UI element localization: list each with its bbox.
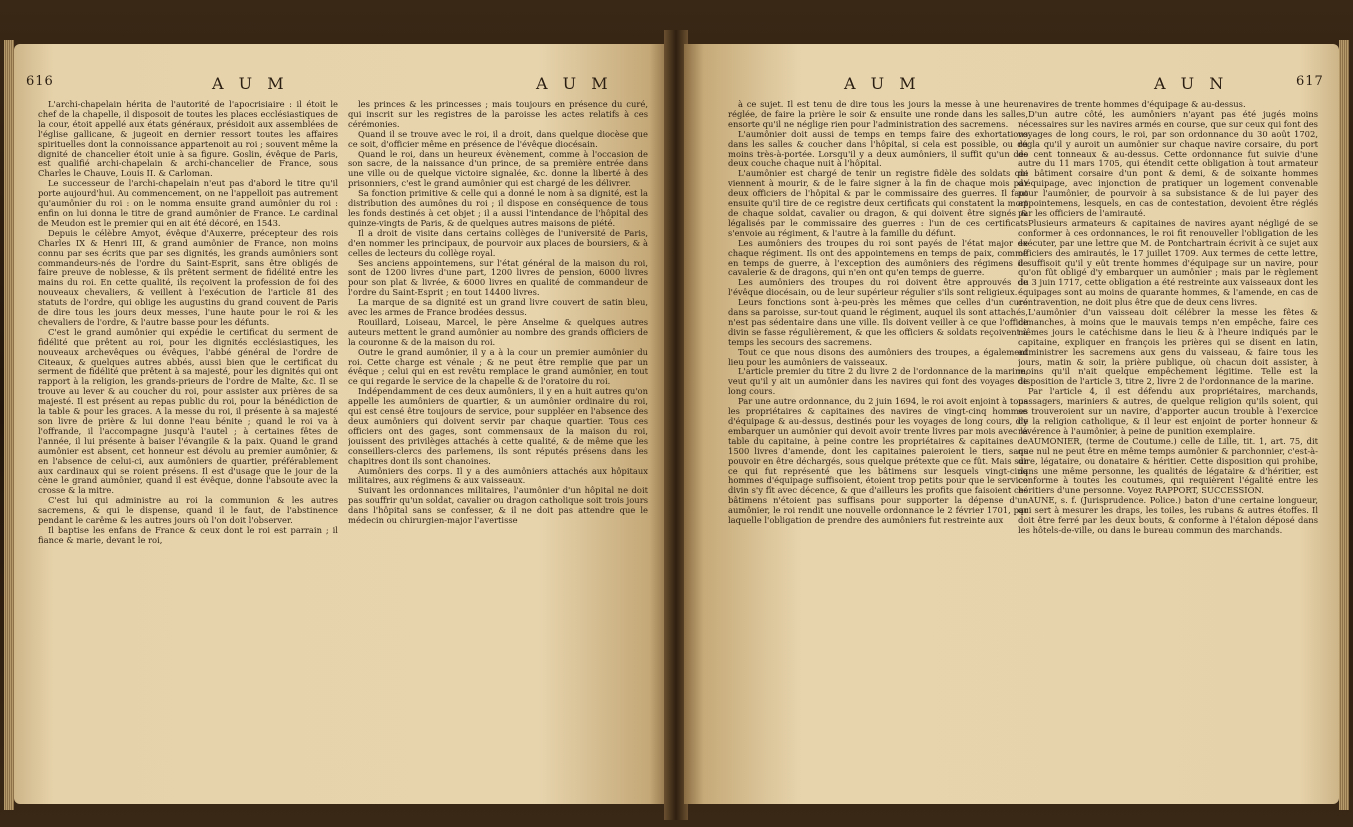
left-page-header xyxy=(14,74,669,94)
paragraph: Il baptise les enfans de France & ceux dont le roi est parrain ; il fiance & marie, devant le roi, xyxy=(38,524,338,545)
left-page-edges xyxy=(4,40,14,810)
paragraph: L'aumônier doit aussi de temps en temps faire des exhortations dans les salles & coucher dans l'hôpital, si cela est possible, ou du moins très-à-portée. Lorsqu'il y a deux aumôniers, il suffit qu'un des deux couche chaque nuit à l'hôpital. xyxy=(728,128,1028,169)
paragraph: Par une autre ordonnance, du 2 juin 1694, le roi avoit enjoint à tous les propriétaires & capitaines des navires de vingt-cinq hommes d'équipage & au-dessus, destinés pour les voyages de long cours, d'y embarquer un aumônier qui devoit avoir trente livres par mois avec la table du capitaine, à peine contre les propriétaires & capitaines de 1500 livres d'amende, dont les capitaines paieroient le tiers, sans pouvoir en être déchargés, sous quelque prétexte que ce fût. Mais sur ce qui fut représenté que les bâtimens sur lesquels vingt-cinq hommes d'équipage suffisoient, étoient trop petits pour que le service divin s'y fît avec décence, & que d'ailleurs les profits que faisoient ces bâtimens n'étoient pas suffisans pour supporter la dépense d'un aumônier, le roi rendit une nouvelle ordonnance le 2 février 1701, par laquelle l'obligation de prendre des aumôniers fut restreinte aux xyxy=(728,396,1028,526)
paragraph: les princes & les princesses ; mais toujours en présence du curé, qui inscrit sur les registres de la paroisse les actes relatifs à ces cérémonies. xyxy=(348,100,648,129)
right-page-column-1 xyxy=(728,100,1028,790)
paragraph: L'archi-chapelain hérita de l'autorité de l'apocrisiaire : il étoit le chef de la chapelle, il disposoit de toutes les places ecclésiastiques de la cour, étoit appellé aux états généraux, présidoit aux assemblées de l'église gallicane, & jugeoit en dernier ressort toutes les affaires spirituelles dont la connoissance appartenoit au roi ; souvent même la dignité de chancelier étoit unie à sa figure. Goslin, évêque de Paris, est qualifié archi-chapelain & archi-chancelier de France, sous Charles le Chauve, Louis II. & Carloman. xyxy=(38,100,338,179)
paragraph: Depuis le célèbre Amyot, évêque d'Auxerre, précepteur des rois Charles IX & Henri III, & grand aumônier de France, non moins connu par ses écrits que par ses dignités, les grands aumôniers sont commandeurs-nés de l'ordre du Saint-Esprit, sans être obligés de faire preuve de noblesse, & ils prêtent serment de fidélité entre les mains du roi. En cette qualité, ils reçoivent la profession de foi des nouveaux chevaliers, & veillent à l'exécution de l'article 81 des statuts de l'ordre, qui oblige les augustins du grand couvent de Paris de dire tous les jours deux messes, l'une haute pour le roi & les chevaliers de l'ordre, & l'autre basse pour les défunts. xyxy=(38,227,338,327)
paragraph: L'article premier du titre 2 du livre 2 de l'ordonnance de la marine, veut qu'il y ait un aumônier dans les navires qui font des voyages de long cours. xyxy=(728,366,1028,397)
paragraph: Tout ce que nous disons des aumôniers des troupes, a également lieu pour les aumôniers de vaisseaux. xyxy=(728,346,1028,367)
page-number: 617 xyxy=(1296,74,1324,89)
paragraph: navires de trente hommes d'équipage & au-dessus. xyxy=(1028,100,1246,109)
page-number: 616 xyxy=(26,74,54,89)
paragraph: AUNE, s. f. (Jurisprudence. Police.) baton d'une certaine longueur, qui sert à mesurer les draps, les toiles, les rubans & autres étoffes. Il doit être ferré par les deux bouts, & conforme à l'étalon déposé dans les hôtels-de-ville, ou dans le bureau commun des marchands. xyxy=(1018,495,1318,535)
running-head: A U M xyxy=(536,74,613,93)
paragraph: Suivant les ordonnances militaires, l'aumônier d'un hôpital ne doit pas souffrir qu'un soldat, cavalier ou dragon catholique soit trois jours dans l'hôpital sans se confesser, & il ne doit pas attendre que le médecin ou chirurgien-major l'avertisse xyxy=(348,485,648,526)
running-head: A U M xyxy=(212,74,289,93)
right-page-edges xyxy=(1339,40,1349,810)
right-page-header xyxy=(684,74,1339,94)
paragraph: Aumôniers des corps. Il y a des aumôniers attachés aux hôpitaux militaires, aux régimens & aux vaisseaux. xyxy=(348,465,648,486)
paragraph: Indépendamment de ces deux aumôniers, il y en a huit autres qu'on appelle les aumôniers de quartier, & un aumônier ordinaire du roi, qui est censé être toujours de service, pour suppléer en l'absence des deux aumôniers qui doivent servir par chaque quartier. Tous ces officiers ont des gages, sont commensaux de la maison du roi, jouissent des privilèges attachés à cette qualité, & de même que les conseillers-clercs des parlemens, ils sont réputés présens dans les chapitres dont ils sont chanoines. xyxy=(348,386,648,466)
paragraph: Quand le roi, dans un heureux évènement, comme à l'occasion de son sacre, de la naissance d'un prince, de sa première entrée dans une ville ou de quelque victoire signalée, &c. donne la liberté à des prisonniers, c'est le grand aumônier qui est chargé de les délivrer. xyxy=(348,148,648,189)
paragraph: Le successeur de l'archi-chapelain n'eut pas d'abord le titre qu'il porte aujourd'hui. Au commencement, on ne l'appelloit pas autrement qu'aumônier du roi : on le nomma ensuite grand aumônier du roi : enfin on lui donna le titre de grand aumônier de France. Le cardinal de Meudon est le premier qui en ait été décoré, en 1543. xyxy=(38,178,338,228)
running-head: A U N xyxy=(1154,74,1229,93)
right-page-column-2 xyxy=(1018,100,1318,790)
paragraph: Il a droit de visite dans certains collèges de l'université de Paris, d'en nommer les principaux, de pourvoir aux places de boursiers, & à celles de lecteurs du collège royal. xyxy=(348,227,648,258)
paragraph: à ce sujet. Il est tenu de dire tous les jours la messe à une heure réglée, de faire la prière le soir & ensuite une ronde dans les salles, ensorte qu'il ne néglige rien pour l'administration des sacremens. xyxy=(728,100,1028,129)
paragraph: C'est lui qui administre au roi la communion & les autres sacremens, & qui le dispense, quand il le faut, de l'abstinence pendant le carême & les autres jours où l'on doit l'observer. xyxy=(38,495,338,526)
paragraph: Par l'article 4, il est défendu aux propriétaires, marchands, passagers, mariniers & autres, de quelque religion qu'ils soient, qui se trouveroient sur un navire, d'apporter aucun trouble à l'exercice de la religion catholique, & il leur est enjoint de porter honneur & révérence à l'aumônier, à peine de punition exemplaire. xyxy=(1018,386,1318,436)
left-page-column-2 xyxy=(348,100,648,790)
paragraph: L'aumônier est chargé de tenir un registre fidèle des soldats qui viennent à mourir, & de le faire signer à la fin de chaque mois par deux officiers de l'hôpital & par le commissaire des guerres. Il faut ensuite qu'il tire de ce registre deux certificats qui constatent la mort de chaque soldat, cavalier ou dragon, & qui doivent être signés & légalisés par le commissaire des guerres : l'un de ces certificats s'envoie au régiment, & l'autre à la famille du défunt. xyxy=(728,168,1028,238)
paragraph: Plusieurs armateurs & capitaines de navires ayant négligé de se conformer à ces ordonnances, le roi fit renouveller l'obligation de les exécuter, par une lettre que M. de Pontchartrain écrivit à ce sujet aux officiers des amirautés, le 17 juillet 1709. Aux termes de cette lettre, il suffisoit qu'il y eût trente hommes d'équipage sur un navire, pour qu'on fût obligé d'y embarquer un aumônier ; mais par le règlement du 3 juin 1717, cette obligation a été restreinte aux vaisseaux dont les équipages sont au moins de quarante hommes, & l'amende, en cas de contravention, ne doit plus être que de deux cens livres. xyxy=(1018,217,1318,308)
paragraph: Rouillard, Loiseau, Marcel, le père Anselme & quelques autres auteurs mettent le grand aumônier au nombre des grands officiers de la couronne & de la maison du roi. xyxy=(348,316,648,347)
paragraph: L'aumônier d'un vaisseau doit célébrer la messe les fêtes & dimanches, à moins que le mauvais temps n'en empêche, faire ces mêmes jours le catéchisme dans le lieu & à l'heure indiqués par le capitaine, expliquer en françois les prières qui se disent en latin, administrer les sacremens aux gens du vaisseau, & faire tous les jours, matin & soir, la prière publique, où chacun doit assister, à moins qu'il n'ait quelque empêchement légitime. Telle est la disposition de l'article 3, titre 2, livre 2 de l'ordonnance de la marine. xyxy=(1018,307,1318,387)
paragraph: Outre le grand aumônier, il y a à la cour un premier aumônier du roi. Cette charge est vénale ; & ne peut être remplie que par un évêque ; celui qui en est revêtu remplace le grand aumônier, en tout ce qui regarde le service de la chapelle & de l'oratoire du roi. xyxy=(348,346,648,387)
paragraph: Sa fonction primitive & celle qui a donné le nom à sa dignité, est la distribution des aumônes du roi ; il dispose en conséquence de tous les fonds destinés à cet objet ; il a aussi l'intendance de l'hôpital des quinze-vingts de Paris, & de quelques autres maisons de piété. xyxy=(348,188,648,228)
paragraph: Leurs fonctions sont à-peu-près les mêmes que celles d'un curé dans sa paroisse, sur-tout quand le régiment, auquel ils sont attachés, n'est pas sédentaire dans une ville. Ils doivent veiller à ce que l'office divin se fasse régulièrement, & que les officiers & soldats reçoivent à temps les secours des sacremens. xyxy=(728,297,1028,347)
paragraph: C'est le grand aumônier qui expédie le certificat du serment de fidélité que prêtent au roi, pour les dignités ecclésiastiques, les nouveaux archevêques ou évêques, l'abbé général de l'ordre de Citeaux, & quelques autres abbés, aussi bien que le certificat du serment de fidélité que prêtent à sa majesté, pour les dignités qui ont rapport à la religion, les grands-prieurs de l'ordre de Malte, &c. Il se trouve au lever & au coucher du roi, pour assister aux prières de sa majesté. Il est présent au repas public du roi, pour la bénédiction de la table & pour les graces. A la messe du roi, il présente à sa majesté son livre de prière & lui donne l'eau bénite ; quand le roi va à l'offrande, il l'accompagne jusqu'à l'autel ; à certaines fêtes de l'année, il lui présente à baiser l'évangile & la paix. Quand le grand aumônier est absent, cet honneur est dévolu au premier aumônier, & en l'absence de celui-ci, aux aumôniers de quartier, préférablement aux cardinaux qui se roient présens. Il est d'usage que le jour de la cène le grand aumônier, quand il est évêque, donne l'absoute avec la crosse & la mitre. xyxy=(38,326,338,496)
paragraph: Ses anciens appointemens, sur l'état général de la maison du roi, sont de 1200 livres d'une part, 1200 livres de pension, 6000 livres pour son plat & livrée, & 6000 livres en qualité de commandeur de l'ordre du Saint-Esprit ; en tout 14400 livres. xyxy=(348,257,648,298)
paragraph: AUMONIER, (terme de Coutume.) celle de Lille, tit. 1, art. 75, dit que nul ne peut être en même temps aumônier & parchonnier, c'est-à-dire, légataire, ou donataire & héritier. Cette disposition qui prohibe, dans une même personne, les qualités de légataire & d'héritier, est conforme à toutes les coutumes, qui requièrent l'égalité entre les héritiers d'une personne. Voyez RAPPORT, SUCCESSION. xyxy=(1018,435,1318,496)
left-page-column-1 xyxy=(38,100,338,790)
paragraph: Les aumôniers des troupes du roi doivent être approuvés de l'évêque diocésain, ou de leur supérieur régulier s'ils sont religieux. xyxy=(728,277,1028,298)
paragraph: Quand il se trouve avec le roi, il a droit, dans quelque diocèse que ce soit, d'officier même en présence de l'évêque diocésain. xyxy=(348,128,648,149)
running-head: A U M xyxy=(844,74,921,93)
right-page xyxy=(684,44,1339,804)
paragraph: D'un autre côté, les aumôniers n'ayant pas été jugés moins nécessaires sur les navires armés en course, que sur ceux qui font des voyages de long cours, le roi, par son ordonnance du 30 août 1702, régla qu'il y auroit un aumônier sur chaque navire corsaire, du port de cent tonneaux & au-dessus. Cette ordonnance fut suivie d'une autre du 11 mars 1705, qui étendit cette obligation à tout armateur de bâtiment corsaire d'un pont & demi, & de soixante hommes d'équipage, avec injonction de pratiquer un logement convenable pour l'aumônier, de pourvoir à sa subsistance & de lui payer des appointemens, lesquels, en cas de contestation, devoient être réglés par les officiers de l'amirauté. xyxy=(1018,108,1318,218)
left-page xyxy=(14,44,669,804)
paragraph: La marque de sa dignité est un grand livre couvert de satin bleu, avec les armes de France brodées dessus. xyxy=(348,297,648,318)
paragraph: Les aumôniers des troupes du roi sont payés de l'état major de chaque régiment. Ils ont des appointemens en temps de paix, comme en temps de guerre, à l'exception des aumôniers des régimens de cavalerie & de dragons, qui n'en ont qu'en temps de guerre. xyxy=(728,237,1028,278)
